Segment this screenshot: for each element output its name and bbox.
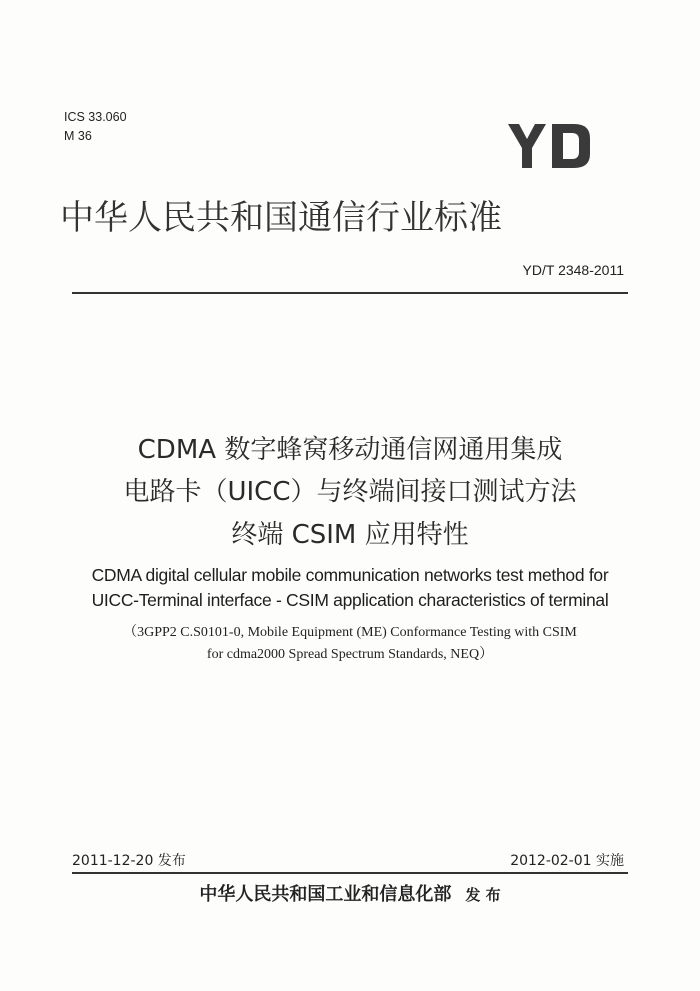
footer-divider	[72, 872, 628, 874]
english-title-line-2: UICC-Terminal interface - CSIM application characteristics of terminal	[91, 590, 609, 610]
classification-block	[64, 108, 127, 146]
yd-logo	[508, 124, 590, 168]
issuer-name: 中华人民共和国工业和信息化部	[199, 884, 452, 905]
reference-line-1: （3GPP2 C.S0101-0, Mobile Equipment (ME) Conformance Testing with CSIM	[123, 625, 577, 640]
ccs-code: M 36	[64, 129, 92, 143]
reference-line-2: for cdma2000 Spread Spectrum Standards, NEQ）	[206, 647, 494, 662]
chinese-title-line-2: 电路卡（UICC）与终端间接口测试方法	[123, 477, 577, 507]
issuer-line	[0, 880, 700, 906]
chinese-title-line-1: CDMA 数字蜂窝移动通信网通用集成	[137, 435, 563, 465]
header-divider	[72, 292, 628, 294]
issue-date: 2011-12-20 发布	[72, 853, 186, 869]
implementation-date: 2012-02-01 实施	[510, 853, 624, 869]
issued-label: 发 布	[465, 886, 501, 904]
ics-code: ICS 33.060	[64, 110, 127, 124]
english-title-line-1: CDMA digital cellular mobile communication networks test method for	[91, 565, 609, 585]
chinese-title-line-3: 终端 CSIM 应用特性	[231, 520, 469, 550]
standard-number: YD/T 2348-2011	[522, 262, 624, 278]
organization-title: 中华人民共和国通信行业标准	[60, 198, 502, 238]
